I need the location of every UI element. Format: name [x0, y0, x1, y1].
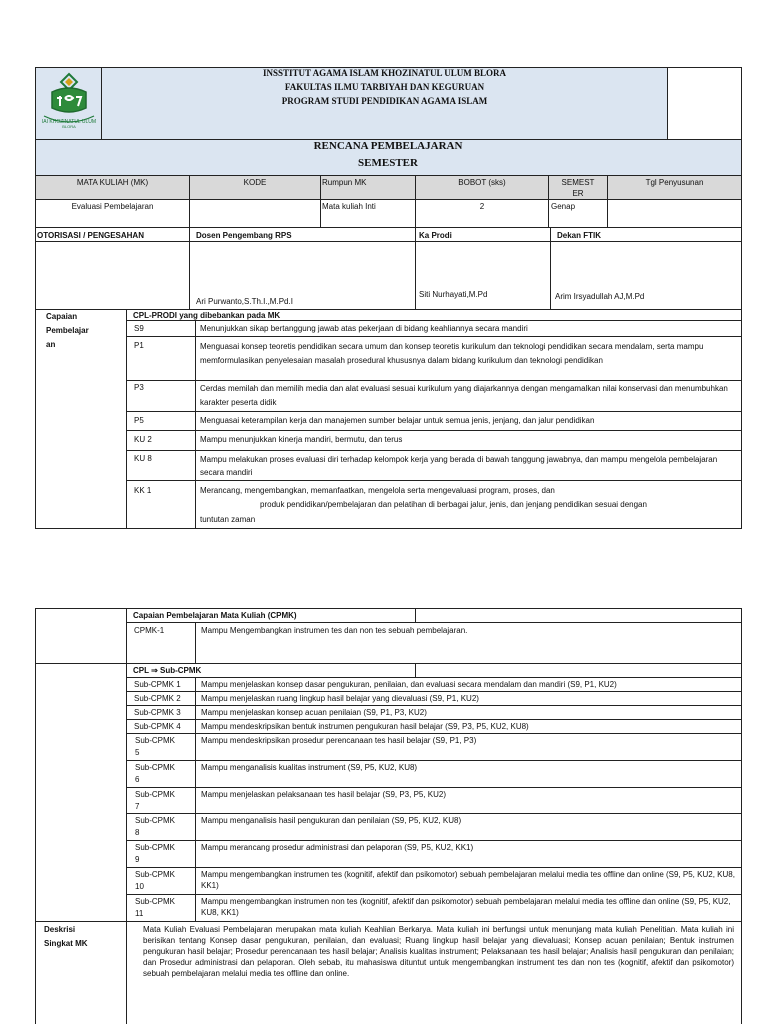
col-header-bobot: BOBOT (sks)	[458, 178, 506, 187]
subcpmk-text: Mampu menjelaskan ruang lingkup hasil belajar yang dievaluasi (S9, P1, KU2)	[201, 694, 479, 703]
document-title-line1: RENCANA PEMBELAJARAN	[313, 140, 463, 152]
cpl-text: Mampu melakukan proses evaluasi diri terhadap kelompok kerja yang berada di bawah tanggung jawabnya, dan mampu mengelola pembelajaran secara mandiri	[200, 455, 718, 477]
cpl-text: Mampu menunjukkan kinerja mandiri, bermutu, dan terus	[200, 435, 403, 444]
subcpmk-header: CPL ⇒ Sub-CPMK	[133, 666, 202, 675]
cpl-code: KK 1	[134, 486, 152, 495]
subcpmk-text: Mampu mengembangkan instrumen tes (kognitif, afektif dan psikomotor) sebuah pembelajaran melalui media tes offline dan online (S9, P5, KU2, KU8, KK1)	[201, 870, 735, 890]
subcpmk-code: Sub-CPMK 1	[134, 680, 181, 689]
cpmk-header: Capaian Pembelajaran Mata Kuliah (CPMK)	[133, 611, 297, 620]
cpmk-text: Mampu Mengembangkan instrumen tes dan non tes sebuah pembelajaran.	[201, 626, 468, 635]
cpl-text-line3: tuntutan zaman	[200, 515, 256, 524]
subcpmk-code-number: 6	[135, 775, 140, 784]
subcpmk-code-number: 7	[135, 802, 140, 811]
col-header-kode: KODE	[243, 178, 267, 187]
program-name: PROGRAM STUDI PENDIDIKAN AGAMA ISLAM	[281, 96, 488, 106]
cpl-code: P1	[134, 341, 144, 350]
subcpmk-text: Mampu menjelaskan konsep dasar pengukuran, penilaian, dan evaluasi secara mendalam dan mandiri (S9, P1, KU2)	[201, 680, 617, 689]
capaian-label-2: Pembelajar	[46, 326, 89, 335]
cpl-code: KU 8	[134, 454, 152, 463]
subcpmk-code-number: 10	[135, 882, 144, 891]
subcpmk-code-number: 9	[135, 855, 140, 864]
course-bobot: 2	[479, 202, 485, 211]
dosen-label: Dosen Pengembang RPS	[196, 231, 292, 240]
capaian-label-3: an	[46, 340, 56, 349]
institution-name: INSSTITUT AGAMA ISLAM KHOZINATUL ULUM BLORA	[263, 68, 506, 78]
subcpmk-text: Mampu menjelaskan konsep acuan penilaian (S9, P1, P3, KU2)	[201, 708, 427, 717]
logo-text-lower: BLORA	[62, 124, 76, 129]
logo-text: IAI KHOZINATUL ULUM	[41, 119, 97, 125]
subcpmk-text: Mampu mendeskripsikan bentuk instrumen pengukuran hasil belajar (S9, P3, P5, KU2, KU8)	[201, 722, 529, 731]
col-header-tgl: Tgl Penyusunan	[645, 178, 704, 187]
dekan-name: Arim Irsyadullah AJ,M.Pd	[555, 292, 645, 301]
document-title-line2: SEMESTER	[358, 157, 418, 169]
kaprodi-name: Siti Nurhayati,M.Pd	[419, 290, 488, 299]
dekan-label: Dekan FTIK	[557, 231, 602, 240]
kaprodi-label: Ka Prodi	[419, 231, 452, 240]
institution-logo	[40, 70, 98, 130]
course-semester: Genap	[551, 202, 576, 211]
subcpmk-code: Sub-CPMK	[135, 897, 176, 906]
subcpmk-text: Mampu merancang prosedur administrasi dan pelaporan (S9, P5, KU2, KK1)	[201, 843, 474, 852]
subcpmk-code: Sub-CPMK 2	[134, 694, 181, 703]
cpl-text-line2: produk pendidikan/pembelajaran dan pelatihan di berbagai jalur, jenis, dan jenjang pendidikan sesuai dengan	[260, 500, 647, 509]
cpl-text-line1: Merancang, mengembangkan, memanfaatkan, mengelola serta mengevaluasi program, proses, dan	[200, 486, 555, 495]
subcpmk-code: Sub-CPMK 3	[134, 708, 181, 717]
capaian-label-1: Capaian	[46, 312, 78, 321]
cpl-code: KU 2	[134, 435, 152, 444]
subcpmk-text: Mampu menganalisis kualitas instrument (S9, P5, KU2, KU8)	[201, 763, 418, 772]
col-header-semester-a: SEMEST	[561, 178, 595, 187]
subcpmk-code: Sub-CPMK	[135, 843, 176, 852]
cpmk-code: CPMK-1	[134, 626, 165, 635]
faculty-name: FAKULTAS ILMU TARBIYAH DAN KEGURUAN	[284, 82, 485, 92]
subcpmk-code-number: 5	[135, 748, 140, 757]
cpl-text: Menunjukkan sikap bertanggung jawab atas pekerjaan di bidang keahliannya secara mandiri	[200, 324, 528, 333]
col-header-mk: MATA KULIAH (MK)	[76, 178, 149, 187]
course-rumpun: Mata kuliah Inti	[322, 202, 376, 211]
cpl-code: P3	[134, 383, 144, 392]
cpl-text: Menguasai konsep teoretis pendidikan secara umum dan konsep teoretis kurikulum dan teknologi pendidikan secara mendalam, serta mampu memformulasikan penyelesaian masalah prosedural khususnya dalam bidang kurikulum dan teknologi pendidikan	[200, 342, 704, 365]
subcpmk-text: Mampu menjelaskan pelaksanaan tes hasil belajar (S9, P3, P5, KU2)	[201, 790, 447, 799]
authorization-label: OTORISASI / PENGESAHAN	[37, 231, 144, 240]
cpl-code: P5	[134, 416, 144, 425]
subcpmk-text: Mampu menganalisis hasil pengukuran dan penilaian (S9, P5, KU2, KU8)	[201, 816, 462, 825]
subcpmk-code-number: 8	[135, 828, 140, 837]
subcpmk-code: Sub-CPMK	[135, 790, 176, 799]
deskripsi-text: Mata Kuliah Evaluasi Pembelajaran merupakan mata kuliah Keahlian Berkarya. Mata kuliah ini berfungsi untuk menunjang mata kuliah Penelitian. Mata kuliah ini berisikan tentang Konsep dasar pengukuran, penilaian, dan evaluasi; Ruang lingkup hasil belajar yang dievaluasi; Konsep acuan penilaian; Bentuk instrumen pengukuran hasil belajar; Prosedur perencanaan tes hasil belajar; Analisis kualitas instrument; Pelaksanaan tes hasil belajar; Analisis hasil pengukuran dan penilaian; dan Prosedur administrasi dan pelaporan. Oleh sebab, itu mahasiswa dituntut untuk mengembangkan instrument tes dan non tes (kognitif, afektif dan psikomotor) sebuah pembelajaran melalui media tes offline dan online.	[143, 925, 734, 978]
dosen-name: Ari Purwanto,S.Th.I.,M.Pd.I	[196, 297, 293, 306]
col-header-semester-b: ER	[572, 189, 584, 198]
deskripsi-label-1: Deskrisi	[44, 925, 76, 934]
subcpmk-code-number: 11	[135, 909, 144, 918]
cpl-code: S9	[134, 324, 144, 333]
subcpmk-text: Mampu mengembangkan instrumen non tes (kognitif, afektif dan psikomotor) sebuah pembelajaran melalui media tes offline dan online (S9, P5, KU2, KU8, KK1)	[201, 897, 731, 917]
subcpmk-code: Sub-CPMK	[135, 816, 176, 825]
course-name: Evaluasi Pembelajaran	[71, 202, 154, 211]
cpl-header: CPL-PRODI yang dibebankan pada MK	[133, 311, 281, 320]
subcpmk-code: Sub-CPMK	[135, 870, 176, 879]
cpl-text: Menguasai keterampilan kerja dan manajemen sumber belajar untuk semua jenis, jenjang, dan jalur pendidikan	[200, 416, 595, 425]
subcpmk-code: Sub-CPMK	[135, 763, 176, 772]
cpl-text: Cerdas memilah dan memilih media dan alat evaluasi sesuai kurikulum yang diajarkannya dengan mengamalkan nilai konservasi dan menumbuhkan karakter peserta didik	[200, 384, 728, 407]
subcpmk-code: Sub-CPMK	[135, 736, 176, 745]
col-header-rumpun: Rumpun MK	[322, 178, 367, 187]
subcpmk-code: Sub-CPMK 4	[134, 722, 181, 731]
subcpmk-text: Mampu mendeskripsikan prosedur perencanaan tes hasil belajar (S9, P1, P3)	[201, 736, 477, 745]
deskripsi-label-2: Singkat MK	[44, 939, 88, 948]
